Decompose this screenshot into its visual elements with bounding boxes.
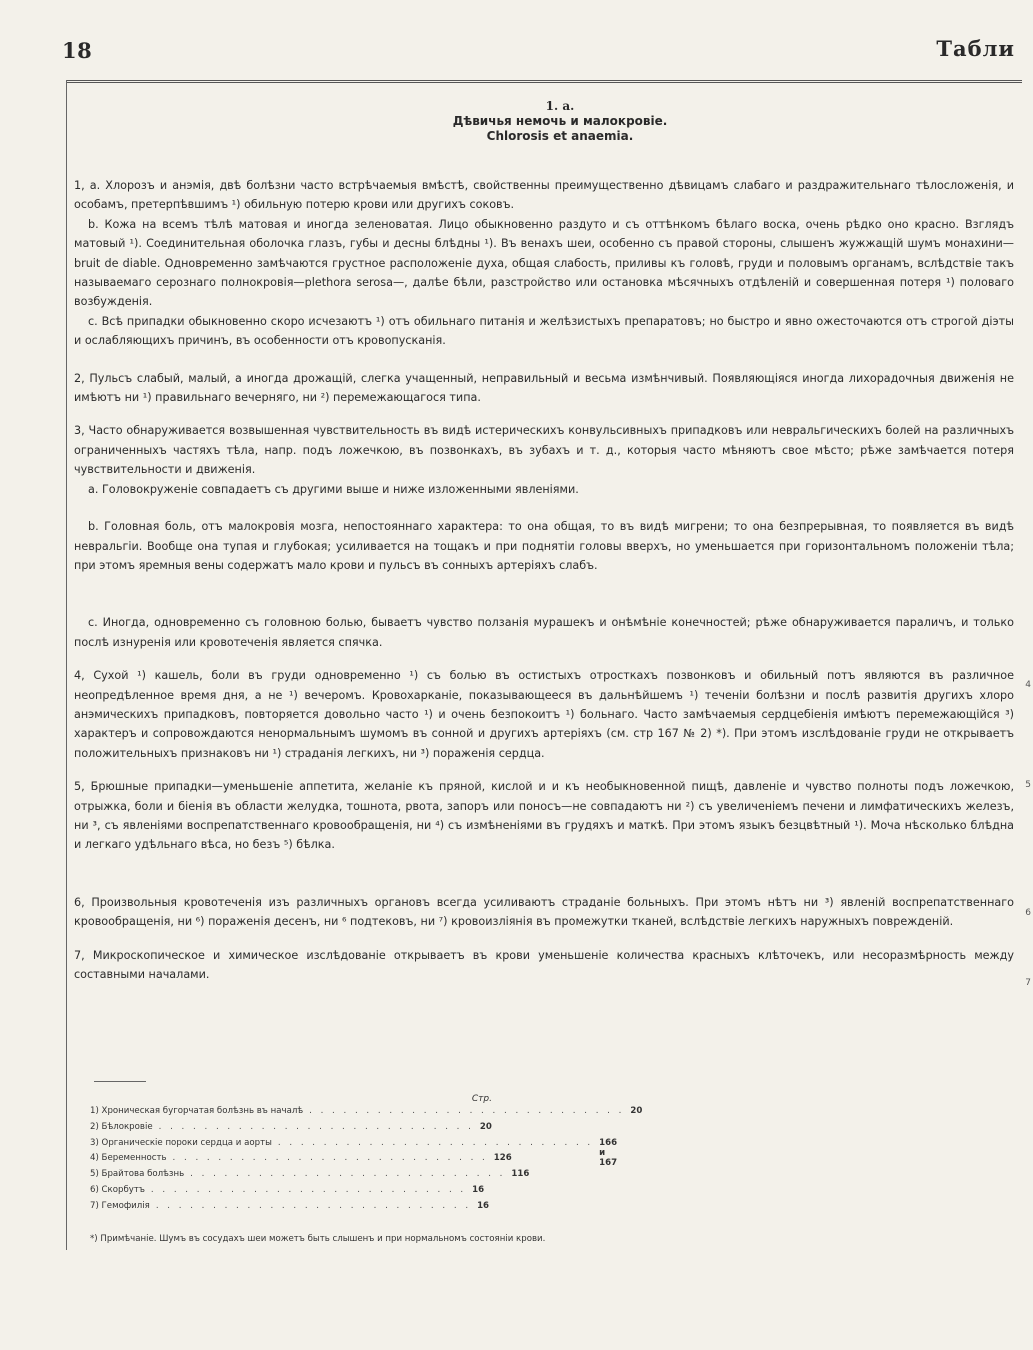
- numbered-paragraph: 6, Произвольныя кровотеченія изъ различныхъ органовъ всегда усиливаютъ страданіе больныхъ. При этомъ нѣтъ ни ³) явленій воспрепатственнаго кровообращенія, ни ⁶) пораженія десенъ, ни ⁶ подтековъ, ни ⁷) кровоизліянія въ промежутки тканей, вслѣдствіе легкихъ наружныхъ поврежденій.: [74, 895, 1014, 929]
- leader-dots: . . . . . . . . . . . . . . . . . . . . . . . . . . . .: [309, 1106, 625, 1116]
- leader-dots: . . . . . . . . . . . . . . . . . . . . . . . . . . . .: [150, 1184, 467, 1195]
- numbered-paragraph: 3, Часто обнаруживается возвышенная чувствительность въ видѣ истерическихъ конвульсивныхъ припадковъ или невральгическихъ болей на различныхъ ограниченныхъ частяхъ тѣла, напр. подъ ложечкою, въ позвонкахъ, въ зубахъ и т. д., которыя часто мѣняютъ свое мѣсто; рѣже замѣчается потеря чувствительности и движенія.: [74, 424, 1014, 477]
- leader-dots: . . . . . . . . . . . . . . . . . . . . . . . . . . . .: [158, 1121, 474, 1132]
- reference-page: 20: [479, 1121, 492, 1132]
- paragraph-gap: [74, 652, 1014, 666]
- body-text: [74, 176, 1014, 984]
- numbered-paragraph: 2, Пульсъ слабый, малый, а иногда дрожащій, слегка учащенный, неправильный и весьма измѣнчивый. Появляющіяся иногда лихорадочныя движенія не имѣютъ ни ¹) правильнаго вечерняго, ни ²) перемежающагося типа.: [74, 371, 1014, 405]
- reference-row: [90, 1169, 530, 1185]
- running-head: Табли: [936, 36, 1015, 61]
- reference-page: 16: [477, 1200, 490, 1211]
- reference-page: 20: [630, 1106, 643, 1116]
- margin-mark: 6: [1025, 908, 1031, 918]
- leader-dots: . . . . . . . . . . . . . . . . . . . . . . . . . . . .: [155, 1200, 472, 1211]
- page-number: 18: [62, 38, 93, 63]
- reference-page-column-label: Стр.: [471, 1094, 492, 1104]
- section-title-latin: Chlorosis et anaemia.: [486, 129, 634, 143]
- paragraph-gap: [74, 575, 1014, 613]
- reference-page: 16: [472, 1184, 485, 1195]
- reference-row: [90, 1106, 643, 1122]
- paragraph-gap: [74, 763, 1014, 777]
- numbered-paragraph: 1, а. Хлорозъ и анэмія, двѣ болѣзни часто встрѣчаемыя вмѣстѣ, свойственны преимущественно дѣвицамъ слабаго и раздражительнаго тѣлосложенія, и особамъ, претерпѣвшимъ ¹) обильную потерю крови или другихъ соковъ.: [74, 179, 1014, 212]
- footnote: *) Примѣчаніе. Шумъ въ сосудахъ шеи можетъ быть слышенъ и при нормальномъ состояніи крови.: [90, 1234, 546, 1244]
- table-frame-top-rule: [66, 80, 1022, 84]
- reference-label: 3) Органическіе пороки сердца и аорты: [90, 1137, 272, 1148]
- margin-mark: 5: [1025, 780, 1031, 790]
- table-frame-left-rule: [66, 80, 67, 1250]
- margin-mark: 4: [1025, 680, 1031, 690]
- paragraph-gap: [74, 932, 1014, 946]
- reference-label: 6) Скорбутъ: [90, 1184, 145, 1195]
- paragraph-gap: [74, 855, 1014, 893]
- reference-row: [90, 1122, 520, 1138]
- reference-row: [90, 1201, 520, 1217]
- reference-row: [90, 1185, 520, 1201]
- footnote-separator-rule: [94, 1081, 146, 1082]
- leader-dots: . . . . . . . . . . . . . . . . . . . . . . . . . . . .: [277, 1137, 594, 1148]
- section-heading: [320, 98, 800, 144]
- sub-paragraph: b. Головная боль, отъ малокровія мозга, непостояннаго характера: то она общая, то въ видѣ мигрени; то она безпрерывная, то появляется въ видѣ невральгіи. Вообще она тупая и глубокая; усиливается на тощакъ и при поднятіи головы вверхъ, но уменьшается при горизонтальномъ положеніи тѣла; при этомъ яремныя вены содержатъ мало крови и пульсъ въ сонныхъ артеріяхъ слабъ.: [74, 520, 1014, 572]
- sub-paragraph: c. Иногда, одновременно съ головною болью, бываетъ чувство ползанія мурашекъ и онѣмѣніе конечностей; рѣже обнаруживается параличъ, и только послѣ изнуренія или кровотеченія является спячка.: [74, 616, 1014, 649]
- section-number: 1. а.: [545, 99, 575, 113]
- reference-row: [90, 1153, 520, 1169]
- numbered-paragraph: 4, Сухой ¹) кашель, боли въ груди одновременно ¹) съ болью въ остистыхъ отросткахъ позвонковъ и обильный потъ являются въ различное неопредѣленное время дня, а не ¹) вечеромъ. Кровохарканіе, показывающееся въ дальнѣйшемъ ¹) теченіи болѣзни и послѣ развитія другихъ хлоро анэмическихъ припадковъ, повторяется довольно часто ¹) и очень безпокоитъ ¹) больнаго. Часто замѣчаемыя сердцебіенія имѣютъ перемежающійся ³) характеръ и сопровождаются ненормальнымъ шумомъ въ сонной и другихъ артеріяхъ (см. стр 167 № 2) *). При этомъ изслѣдованіе груди не открываетъ положительныхъ признаковъ ни ¹) страданія легкихъ, ни ³) пораженія сердца.: [74, 669, 1014, 760]
- numbered-paragraph: 7, Микроскопическое и химическое изслѣдованіе открываетъ въ крови уменьшеніе количества красныхъ клѣточекъ, или несоразмѣрность между составными началами.: [74, 948, 1014, 981]
- section-title-russian: Дѣвичья немочь и малокровіе.: [452, 114, 668, 128]
- sub-paragraph: a. Головокруженіе совпадаетъ съ другими выше и ниже изложенными явленіями.: [88, 482, 579, 496]
- paragraph-gap: [74, 407, 1014, 421]
- sub-paragraph: b. Кожа на всемъ тѣлѣ матовая и иногда зеленоватая. Лицо обыкновенно раздуто и съ оттѣнкомъ бѣлаго воска, очень рѣдко оно красно. Взглядъ матовый ¹). Соединительная оболочка глазъ, губы и десны блѣдны ¹). Въ венахъ шеи, особенно съ правой стороны, слышенъ жужжащій шумъ монахини—bruit de diable. Одновременно замѣчаются грустное расположеніе духа, общая слабость, приливы къ головѣ, груди и половымъ органамъ, вслѣдствіе такъ называемаго серознаго полнокровія—plethora serosa—, далѣе бѣли, разстройство или остановка мѣсячныхъ отдѣленій и совершенная потеря ¹) половаго возбужденія.: [74, 217, 1014, 309]
- reference-label: 5) Брайтова болѣзнь: [90, 1169, 185, 1180]
- leader-dots: . . . . . . . . . . . . . . . . . . . . . . . . . . . .: [172, 1153, 488, 1164]
- reference-page: 126: [493, 1153, 512, 1164]
- leader-dots: . . . . . . . . . . . . . . . . . . . . . . . . . . . .: [190, 1169, 506, 1180]
- reference-label: 4) Беременность: [90, 1153, 167, 1164]
- paragraph-gap: [74, 499, 1014, 517]
- reference-page: 166 и 167: [599, 1137, 618, 1168]
- paragraph-gap: [74, 351, 1014, 369]
- reference-label: 7) Гемофилія: [90, 1200, 150, 1211]
- margin-mark: 7: [1025, 978, 1031, 988]
- reference-list: [90, 1092, 643, 1217]
- numbered-paragraph: 5, Брюшные припадки—уменьшеніе аппетита, желаніе къ пряной, кислой и и къ необыкновенной пищѣ, давленіе и чувство полноты подъ ложечкою, отрыжка, боли и біенія въ области желудка, тошнота, рвота, запоръ или поносъ—не совпадаютъ ни ²) съ увеличеніемъ печени и лимфатическихъ железъ, ни ³, съ явленіями воспрепатственнаго кровообращенія, ни ⁴) съ измѣненіями въ грудяхъ и маткѣ. При этомъ языкъ безцвѣтный ¹). Моча нѣсколько блѣдна и легкаго удѣльнаго вѣса, но безъ ⁵) бѣлка.: [74, 780, 1014, 852]
- reference-label: 1) Хроническая бугорчатая болѣзнь въ началѣ: [90, 1106, 304, 1116]
- sub-paragraph: c. Всѣ припадки обыкновенно скоро исчезаютъ ¹) отъ обильнаго питанія и желѣзистыхъ препаратовъ; но быстро и явно ожесточаются отъ строгой діэты и ослабляющихъ причинъ, въ особенности отъ кровопусканія.: [74, 314, 1014, 348]
- reference-page: 116: [511, 1169, 530, 1180]
- reference-label: 2) Бѣлокровіе: [90, 1121, 153, 1132]
